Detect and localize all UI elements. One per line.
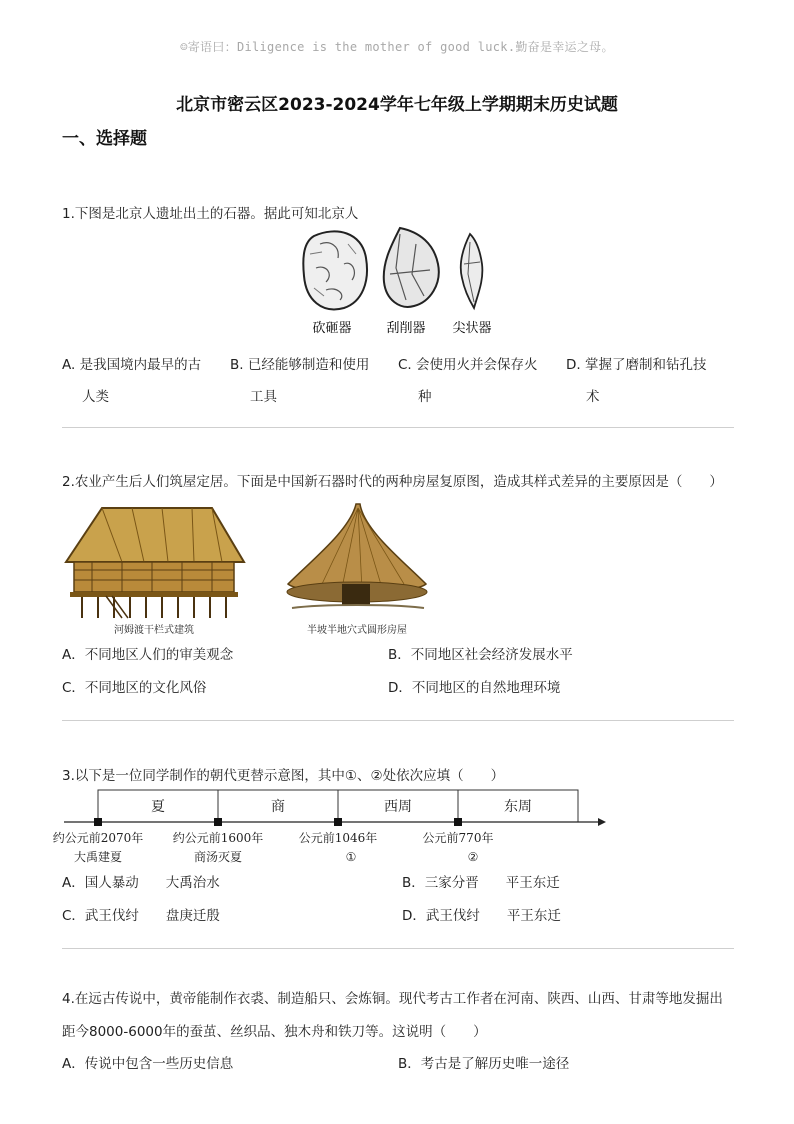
section-heading: 一、选择题 — [62, 129, 147, 149]
divider — [62, 720, 734, 721]
timeline-marker — [214, 818, 222, 826]
round-house-caption: 半坡半地穴式圆形房屋 — [307, 625, 407, 636]
tool-caption-point: 尖状器 — [452, 321, 492, 336]
round-house-figure — [282, 500, 432, 640]
chopper-tool-image — [303, 231, 367, 309]
divider — [62, 948, 734, 949]
dynasty-western-zhou: 西周 — [384, 799, 412, 815]
q3-option-c[interactable]: C．武王伐纣 盘庚迁殷 — [62, 908, 220, 924]
stilt-house-caption: 河姆渡干栏式建筑 — [114, 625, 194, 636]
timeline-date-3: 公元前1046年 — [298, 831, 378, 845]
timeline-event-2: 商汤灭夏 — [193, 850, 243, 864]
motto-header: ☺寄语曰：Diligence is the mother of good luck.勤奋是幸运之母。 — [180, 40, 614, 54]
timeline-marker — [334, 818, 342, 826]
question-3-stem: 3.以下是一位同学制作的朝代更替示意图，其中①、②处依次应填（ ） — [62, 768, 505, 784]
q1-option-c-line1[interactable]: C. 会使用火并会保存火 — [398, 357, 538, 373]
divider — [62, 427, 734, 428]
timeline-date-1: 约公元前2070年 — [52, 831, 144, 845]
q1-option-b-line2[interactable]: 工具 — [250, 389, 277, 405]
page-title: 北京市密云区2023-2024学年七年级上学期期末历史试题 — [176, 95, 618, 115]
timeline-blank-1: ① — [345, 850, 357, 864]
stilt-house-figure — [62, 500, 247, 640]
q2-option-b[interactable]: B．不同地区社会经济发展水平 — [388, 647, 573, 663]
q1-option-a-line1[interactable]: A. 是我国境内最早的古 — [62, 357, 202, 373]
dynasty-timeline — [52, 788, 607, 870]
question-4-stem: 4.在远古传说中，黄帝能制作衣裘、制造船只、会炼铜。现代考古工作者在河南、陕西、山西、甘肃等地发掘出距今8000-6000年的蚕茧、丝织品、独木舟和铁刀等。这说明（ ） — [62, 991, 723, 1040]
q3-option-a[interactable]: A．国人暴动 大禹治水 — [62, 875, 220, 891]
q3-option-b[interactable]: B．三家分晋 平王东迁 — [402, 875, 560, 891]
q1-option-b-line1[interactable]: B. 已经能够制造和使用 — [230, 357, 370, 373]
q1-option-a-line2[interactable]: 人类 — [82, 389, 109, 405]
dynasty-eastern-zhou: 东周 — [504, 799, 532, 815]
question-1-stem: 1.下图是北京人遗址出土的石器。据此可知北京人 — [62, 206, 359, 222]
tool-caption-scraper: 刮削器 — [386, 321, 426, 336]
timeline-event-1: 大禹建夏 — [73, 850, 123, 864]
timeline-date-2: 约公元前1600年 — [172, 831, 264, 845]
q1-option-d-line2[interactable]: 术 — [586, 389, 600, 405]
point-tool-image — [461, 234, 483, 308]
q2-option-d[interactable]: D．不同地区的自然地理环境 — [388, 680, 561, 696]
q2-option-a[interactable]: A．不同地区人们的审美观念 — [62, 647, 234, 663]
q2-option-c[interactable]: C．不同地区的文化风俗 — [62, 680, 207, 696]
q1-option-d-line1[interactable]: D. 掌握了磨制和钻孔技 — [566, 357, 707, 373]
dynasty-xia: 夏 — [151, 799, 165, 815]
stone-tools-figure — [296, 224, 506, 339]
timeline-marker — [94, 818, 102, 826]
q3-option-d[interactable]: D．武王伐纣 平王东迁 — [402, 908, 561, 924]
dynasty-shang: 商 — [271, 799, 285, 815]
q4-option-b[interactable]: B．考古是了解历史唯一途径 — [398, 1056, 570, 1072]
timeline-blank-2: ② — [467, 850, 479, 864]
scraper-tool-image — [384, 228, 439, 307]
q4-option-a[interactable]: A．传说中包含一些历史信息 — [62, 1056, 234, 1072]
timeline-marker — [454, 818, 462, 826]
question-2-stem: 2.农业产生后人们筑屋定居。下面是中国新石器时代的两种房屋复原图，造成其样式差异的主要原因是（ ） — [62, 474, 723, 490]
tool-caption-chopper: 砍砸器 — [312, 321, 352, 336]
q1-option-c-line2[interactable]: 种 — [418, 389, 432, 405]
timeline-date-4: 公元前770年 — [422, 831, 494, 845]
